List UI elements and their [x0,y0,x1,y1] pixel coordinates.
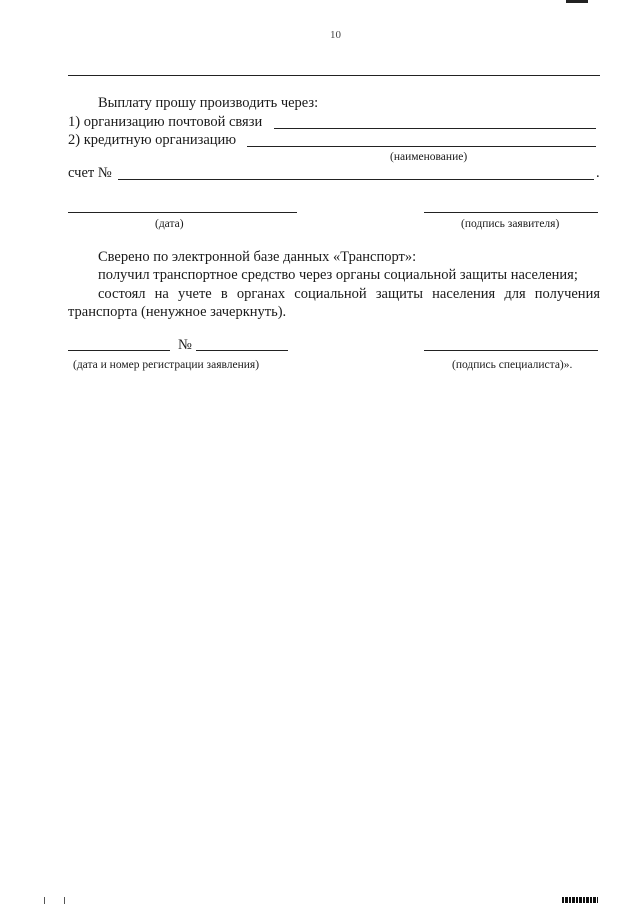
account-label: счет № [68,165,112,181]
account-end: . [596,165,600,181]
payment-intro: Выплату прошу производить через: [98,95,319,111]
verification-line-3: транспорта (ненужное зачеркнуть). [68,304,287,320]
applicant-signature-field[interactable] [424,212,598,213]
scan-barcode-bottom-right [562,897,598,903]
payment-option-postal: 1) организацию почтовой связи [68,114,263,130]
page-number: 10 [330,29,341,41]
specialist-signature-field[interactable] [424,350,598,351]
account-field[interactable] [118,179,594,180]
scan-mark-bottom-left [44,897,45,904]
specialist-signature-caption: (подпись специалиста)». [452,359,573,371]
registration-caption: (дата и номер регистрации заявления) [73,359,260,371]
registration-number-field[interactable] [196,350,288,351]
verification-intro: Сверено по электронной базе данных «Транспорт»: [98,249,417,265]
name-caption: (наименование) [390,151,468,163]
verification-line-1: получил транспортное средство через органы социальной защиты населения; [98,267,578,283]
registration-number-sign: № [178,337,192,353]
applicant-date-field[interactable] [68,212,297,213]
postal-org-field[interactable] [274,128,596,129]
credit-org-field[interactable] [247,146,596,147]
date-caption: (дата) [155,218,184,230]
registration-date-field[interactable] [68,350,170,351]
payment-option-credit: 2) кредитную организацию [68,132,237,148]
header-rule [68,75,600,76]
verification-line-2: состоял на учете в органах социальной защиты населения для получения [98,286,600,302]
scan-mark-top-right [566,0,588,3]
applicant-signature-caption: (подпись заявителя) [461,218,560,230]
scan-mark-bottom-left-2 [64,897,65,904]
